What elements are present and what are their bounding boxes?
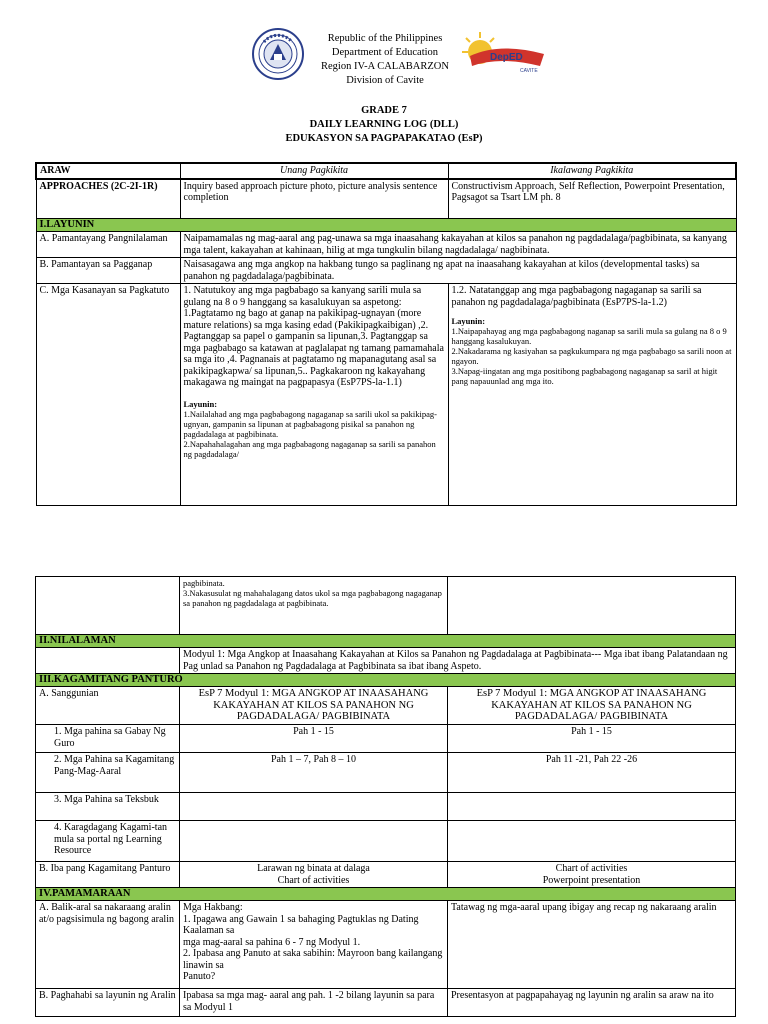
kagamitang-mag-aaral-label: 2. Mga Pahina sa Kagamitang Pang-Mag-Aaral (36, 753, 180, 793)
sanggunian-label: A. Sanggunian (36, 687, 180, 725)
pamantayang-pangnilalaman-text: Naipamamalas ng mag-aaral ang pag-unawa sa mga inaasahang kakayahan at kilos sa panahon ng pagdadalaga/pagbibinata, sa kanyang mga talent, kakayahan at kahinaan, hilig at mga tungkulin bilang nagdadalaga/ nagbibinata. (180, 232, 736, 258)
iba-pang-day2-line1: Chart of activities (555, 863, 628, 874)
balik-aral-day1-l2: 1. Ipagawa ang Gawain 1 sa bahaging Pagtuklas ng Dating Kaalaman sa (183, 913, 419, 936)
day2-header: Ikalawang Pagkikita (448, 163, 736, 179)
kasanayan-day2 (448, 284, 736, 506)
continuation-day1 (180, 577, 448, 635)
kasanayan-day2-layunin-1: 1.Naipapahayag ang mga pagbabagong naganap sa sarili mula sa gulang na 8 o 9 hanggang kasalukuyan. (451, 326, 727, 346)
kagamitang-mag-aaral-day2: Pah 11 -21, Pah 22 -26 (448, 753, 736, 793)
karagdagang-day2 (448, 821, 736, 862)
kasanayan-day1-layunin-2: 2.Napahahalagahan ang mga pagbabagong nagaganap sa sarili sa panahon ng pagdadalaga/ (183, 438, 436, 459)
karagdagang-row (36, 821, 736, 862)
nilalaman-text: Modyul 1: Mga Angkop at Inaasahang Kakayahan at Kilos sa Panahon ng Pagdadalaga at Pagbibinata--- Mga ibat ibang Palatandaan ng Pag unlad sa Panahon ng Pagdadalaga at Pagbibinata sa ibat ibang Aspeto. (180, 648, 736, 674)
kasanayan-day2-layunin-2: 2.Nakadarama ng kasiyahan sa pagkukumpara ng mga pagbabago sa sarili noon at ngayon. (451, 346, 732, 366)
continuation-label (36, 577, 180, 635)
continuation-row (36, 577, 736, 635)
gabay-label: 1. Mga pahina sa Gabay Ng Guro (36, 725, 180, 753)
title-dll: DAILY LEARNING LOG (DLL) (309, 119, 459, 130)
balik-aral-day1-l1: Mga Hakbang: (183, 902, 243, 913)
kasanayan-day1-layunin-1: 1.Nailalahad ang mga pagbabagong nagaganap sa sarili ukol sa pakikipag-ugnyan, gampanin sa lipunan at pagbabagong pisikal sa panahon ng pagdadalaga at pagbibinata. (183, 408, 437, 439)
title-grade: GRADE 7 (361, 105, 407, 116)
pamamaraan-section-row (36, 888, 736, 901)
continuation-text: pagbibinata. (183, 578, 225, 588)
paghahabi-day2: Presentasyon at pagpapahayag ng layunin ng aralin sa araw na ito (448, 989, 736, 1017)
iba-pang-day1-line2: Chart of activities (277, 874, 350, 886)
document-header (0, 0, 768, 160)
header-line-3: Region IV-A CALABARZON (321, 61, 449, 72)
pamantayang-pangnilalaman-row (36, 232, 736, 258)
sanggunian-row (36, 687, 736, 725)
nilalaman-section-row (36, 635, 736, 648)
kasanayan-label: C. Mga Kasanayan sa Pagkatuto (36, 284, 180, 506)
kasanayan-day1-main: 1. Natutukoy ang mga pagbabago sa kanyang sarili mula sa gulang na 8 o 9 hanggang sa kasalukuyan sa aspetong: 1.Pagtatamo ng bago at ganap na pakikipag-ugnayan (more mature relations) sa mga kasing edad (Pakikipagkaibigan) ,2. Pagtanggap sa papel o gampanin sa lipunan,3. Pagtanggap sa mga pagbabago sa katawan at paglalapat ng tamang pamamahala sa mga ito ,4. Pagnanais at pagtatamo ng mapanagutang asal sa pakikipagkapwa/ sa lipunan,5.. Pagkakaroon ng kakayahang makagawa ng maingat na pagpapasya (EsP7PS-la-1.1) (183, 285, 444, 388)
sanggunian-day1: EsP 7 Modyul 1: MGA ANGKOP AT INAASAHANG KAKAYAHAN AT KILOS SA PANAHON NG PAGDADALAGA/ PAGBIBINATA (180, 687, 448, 725)
balik-aral-day1 (180, 901, 448, 989)
nilalaman-label (36, 648, 180, 674)
balik-aral-day2: Tatawag ng mga-aaral upang ibigay ang recap ng nakaraang aralin (448, 901, 736, 989)
title-subject: EDUKASYON SA PAGPAPAKATAO (EsP) (285, 133, 483, 144)
teksbuk-day1 (180, 793, 448, 821)
nilalaman-header: II.NILALAMAN (36, 635, 736, 648)
kasanayan-day2-main: 1.2. Natatanggap ang mga pagbabagong nagaganap sa sarili sa panahon ng pagdadalaga/pagbibinata (EsP7PS-la-1.2) (451, 285, 702, 308)
iba-pang-label: B. Iba pang Kagamitang Panturo (36, 862, 180, 888)
balik-aral-day1-l5: Panuto? (183, 971, 216, 982)
approaches-row (36, 179, 736, 219)
sanggunian-day2: EsP 7 Modyul 1: MGA ANGKOP AT INAASAHANG KAKAYAHAN AT KILOS SA PANAHON NG PAGDADALAGA/ PAGBIBINATA (448, 687, 736, 725)
document-titles (0, 104, 768, 146)
balik-aral-day1-l3: mga mag-aaral sa pahina 6 - 7 ng Modyul 1. (183, 936, 361, 948)
kagamitang-mag-aaral-day1: Pah 1 – 7, Pah 8 – 10 (180, 753, 448, 793)
paghahabi-day1: Ipabasa sa mga mag- aaral ang pah. 1 -2 bilang layunin sa para sa Modyul 1 (180, 989, 448, 1017)
iba-pang-day2-line2: Powerpoint presentation (542, 874, 641, 886)
balik-aral-row (36, 901, 736, 989)
deped-seal-icon (252, 28, 304, 80)
kasanayan-day1-layunin-label: Layunin: (183, 398, 218, 409)
header-line-4: Division of Cavite (346, 75, 424, 86)
kasanayan-day2-layunin-3: 3.Napag-iingatan ang mga positibong pagbabagong nagaganap sa saril at higit pang napauunlad ang mga ito. (451, 366, 718, 386)
pamantayan-pagganap-text: Naisasagawa ang mga angkop na hakbang tungo sa paglinang ng apat na inaasahang kakayahan at kilos (developmental tasks) sa panahon ng pagdadalaga/pagbibinata. (180, 258, 736, 284)
nilalaman-row (36, 648, 736, 674)
iba-pang-day1 (180, 862, 448, 888)
iba-pang-day2 (448, 862, 736, 888)
gabay-day1: Pah 1 - 15 (180, 725, 448, 753)
approaches-label: APPROACHES (2C-2I-1R) (36, 179, 180, 219)
kagamitang-mag-aaral-row (36, 753, 736, 793)
approaches-day2: Constructivism Approach, Self Reflection, Powerpoint Presentation, Pagsagot sa Tsart LM ph. 8 (448, 179, 736, 219)
iba-pang-day1-line1: Larawan ng binata at dalaga (257, 863, 370, 874)
teksbuk-row (36, 793, 736, 821)
dll-table-page-2 (35, 576, 736, 1017)
agency-lines (300, 32, 470, 88)
layunin-header: I.LAYUNIN (36, 219, 736, 232)
continuation-item-3: 3.Nakasusulat ng mahahalagang datos ukol sa mga pagbabagong nagaganap sa panahon ng pagdadalaga at pagbibinata. (183, 588, 442, 608)
araw-label: ARAW (36, 163, 180, 179)
araw-row (36, 163, 736, 179)
paghahabi-row (36, 989, 736, 1017)
header-line-1: Republic of the Philippines (327, 33, 443, 44)
logo-sub-text: CAVITE (520, 68, 538, 74)
teksbuk-label: 3. Mga Pahina sa Teksbuk (36, 793, 180, 821)
kasanayan-day1 (180, 284, 448, 506)
logo-text: DepED (490, 52, 523, 63)
balik-aral-label: A. Balik-aral sa nakaraang aralin at/o pagsisimula ng bagong aralin (36, 901, 180, 989)
pamamaraan-header: IV.PAMAMARAAN (36, 888, 736, 901)
pamantayang-pangnilalaman-label: A. Pamantayang Pangnilalaman (36, 232, 180, 258)
continuation-day2 (448, 577, 736, 635)
dll-table-page-1 (35, 162, 737, 506)
pamantayan-pagganap-row (36, 258, 736, 284)
paghahabi-label: B. Paghahabi sa layunin ng Aralin (36, 989, 180, 1017)
gabay-day2: Pah 1 - 15 (448, 725, 736, 753)
karagdagang-label: 4. Karagdagang Kagami-tan mula sa portal ng Learning Resource (36, 821, 180, 862)
kagamitan-header: III.KAGAMITANG PANTURO (36, 674, 736, 687)
kasanayan-row (36, 284, 736, 506)
gabay-row (36, 725, 736, 753)
kagamitan-section-row (36, 674, 736, 687)
karagdagang-day1 (180, 821, 448, 862)
pamantayan-pagganap-label: B. Pamantayan sa Pagganap (36, 258, 180, 284)
kasanayan-day2-layunin-label: Layunin: (451, 316, 486, 326)
header-line-2: Department of Education (331, 47, 439, 58)
day1-header: Unang Pagkikita (180, 163, 448, 179)
approaches-day1: Inquiry based approach picture photo, picture analysis sentence completion (180, 179, 448, 219)
layunin-section-row (36, 219, 736, 232)
teksbuk-day2 (448, 793, 736, 821)
iba-pang-row (36, 862, 736, 888)
balik-aral-day1-l4: 2. Ipabasa ang Panuto at saka sabihin: Mayroon bang kailangang linawin sa (183, 948, 443, 971)
deped-cavite-logo-icon (460, 30, 548, 78)
